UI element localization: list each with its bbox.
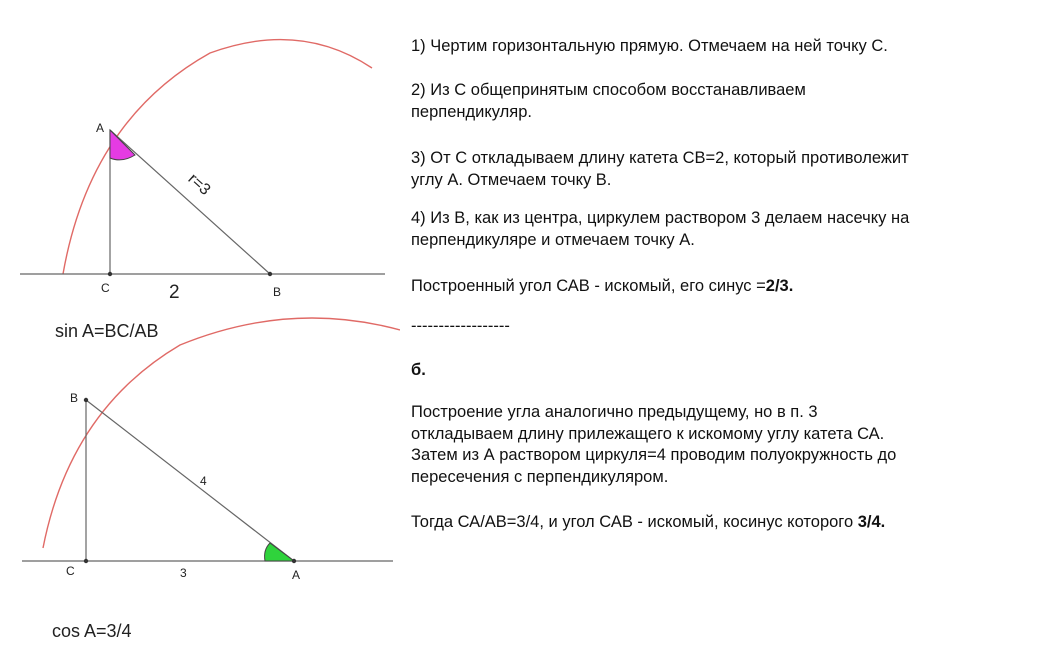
figure-a <box>20 40 385 341</box>
conclusion-b <box>411 512 885 534</box>
conclusion-b-value: 3/4. <box>857 513 886 531</box>
figure-b-hypotenuse-label: 4 <box>200 474 207 488</box>
figure-b-point-a <box>292 559 296 563</box>
figure-b-formula: cos A=3/4 <box>52 621 132 641</box>
construction-b-line-2: откладываем длину прилежащего к искомому углу катета СА. <box>411 424 885 443</box>
figure-b <box>22 318 400 641</box>
conclusion-a-value: 2/3. <box>765 277 794 295</box>
divider <box>411 316 510 338</box>
construction-diagram <box>0 0 400 650</box>
figure-a-hypotenuse-label: r=3 <box>184 170 214 199</box>
step-4 <box>411 208 909 251</box>
step-2-line-1: 2) Из С общепринятым способом восстанавливаем <box>411 81 806 99</box>
step-4-line-2: перпендикуляре и отмечаем точку А. <box>411 230 695 249</box>
part-b-heading-text: б. <box>411 361 426 379</box>
step-1 <box>411 36 888 58</box>
figure-b-point-b <box>84 398 88 402</box>
step-2-line-2: перпендикуляр. <box>411 102 532 121</box>
step-1-line: 1) Чертим горизонтальную прямую. Отмечаем на ней точку С. <box>411 37 888 55</box>
construction-b <box>411 402 896 488</box>
figure-a-angle-marker <box>110 130 135 160</box>
part-b-heading <box>411 360 426 382</box>
conclusion-a-text: Построенный угол САВ - искомый, его синус = <box>411 277 766 295</box>
figure-b-leg-label: 3 <box>180 566 187 580</box>
construction-b-line-4: пересечения с перпендикуляром. <box>411 467 669 486</box>
figure-a-label-a: A <box>96 121 105 135</box>
figure-a-label-b: B <box>273 285 282 299</box>
figure-a-formula: sin A=BC/AB <box>55 321 159 341</box>
figure-b-label-b: B <box>70 391 79 405</box>
figure-a-point-c <box>108 272 112 276</box>
figure-b-hypotenuse <box>86 400 294 561</box>
step-3-line-1: 3) От С откладываем длину катета СВ=2, который противолежит <box>411 149 909 167</box>
step-2 <box>411 80 806 123</box>
step-3-line-2: углу А. Отмечаем точку В. <box>411 170 612 189</box>
figure-a-hypotenuse <box>110 130 270 274</box>
figure-a-point-b <box>268 272 272 276</box>
figure-b-label-c: C <box>66 564 75 578</box>
figure-a-leg-label: 2 <box>169 282 180 303</box>
step-3 <box>411 148 909 191</box>
conclusion-a <box>411 276 793 298</box>
construction-b-line-3: Затем из А раствором циркуля=4 проводим полуокружность до <box>411 446 897 464</box>
figure-a-label-c: C <box>101 281 110 295</box>
figure-b-arc <box>43 318 400 548</box>
figure-b-label-a: A <box>292 568 301 582</box>
divider-text: ------------------ <box>411 317 510 335</box>
step-4-line-1: 4) Из В, как из центра, циркулем раствором 3 делаем насечку на <box>411 209 910 227</box>
figure-b-angle-marker <box>265 543 294 561</box>
figure-b-point-c <box>84 559 88 563</box>
figure-a-arc <box>63 40 372 274</box>
conclusion-b-text: Тогда СА/АВ=3/4, и угол САВ - искомый, косинус которого <box>411 513 858 531</box>
construction-b-line-1: Построение угла аналогично предыдущему, но в п. 3 <box>411 403 818 421</box>
